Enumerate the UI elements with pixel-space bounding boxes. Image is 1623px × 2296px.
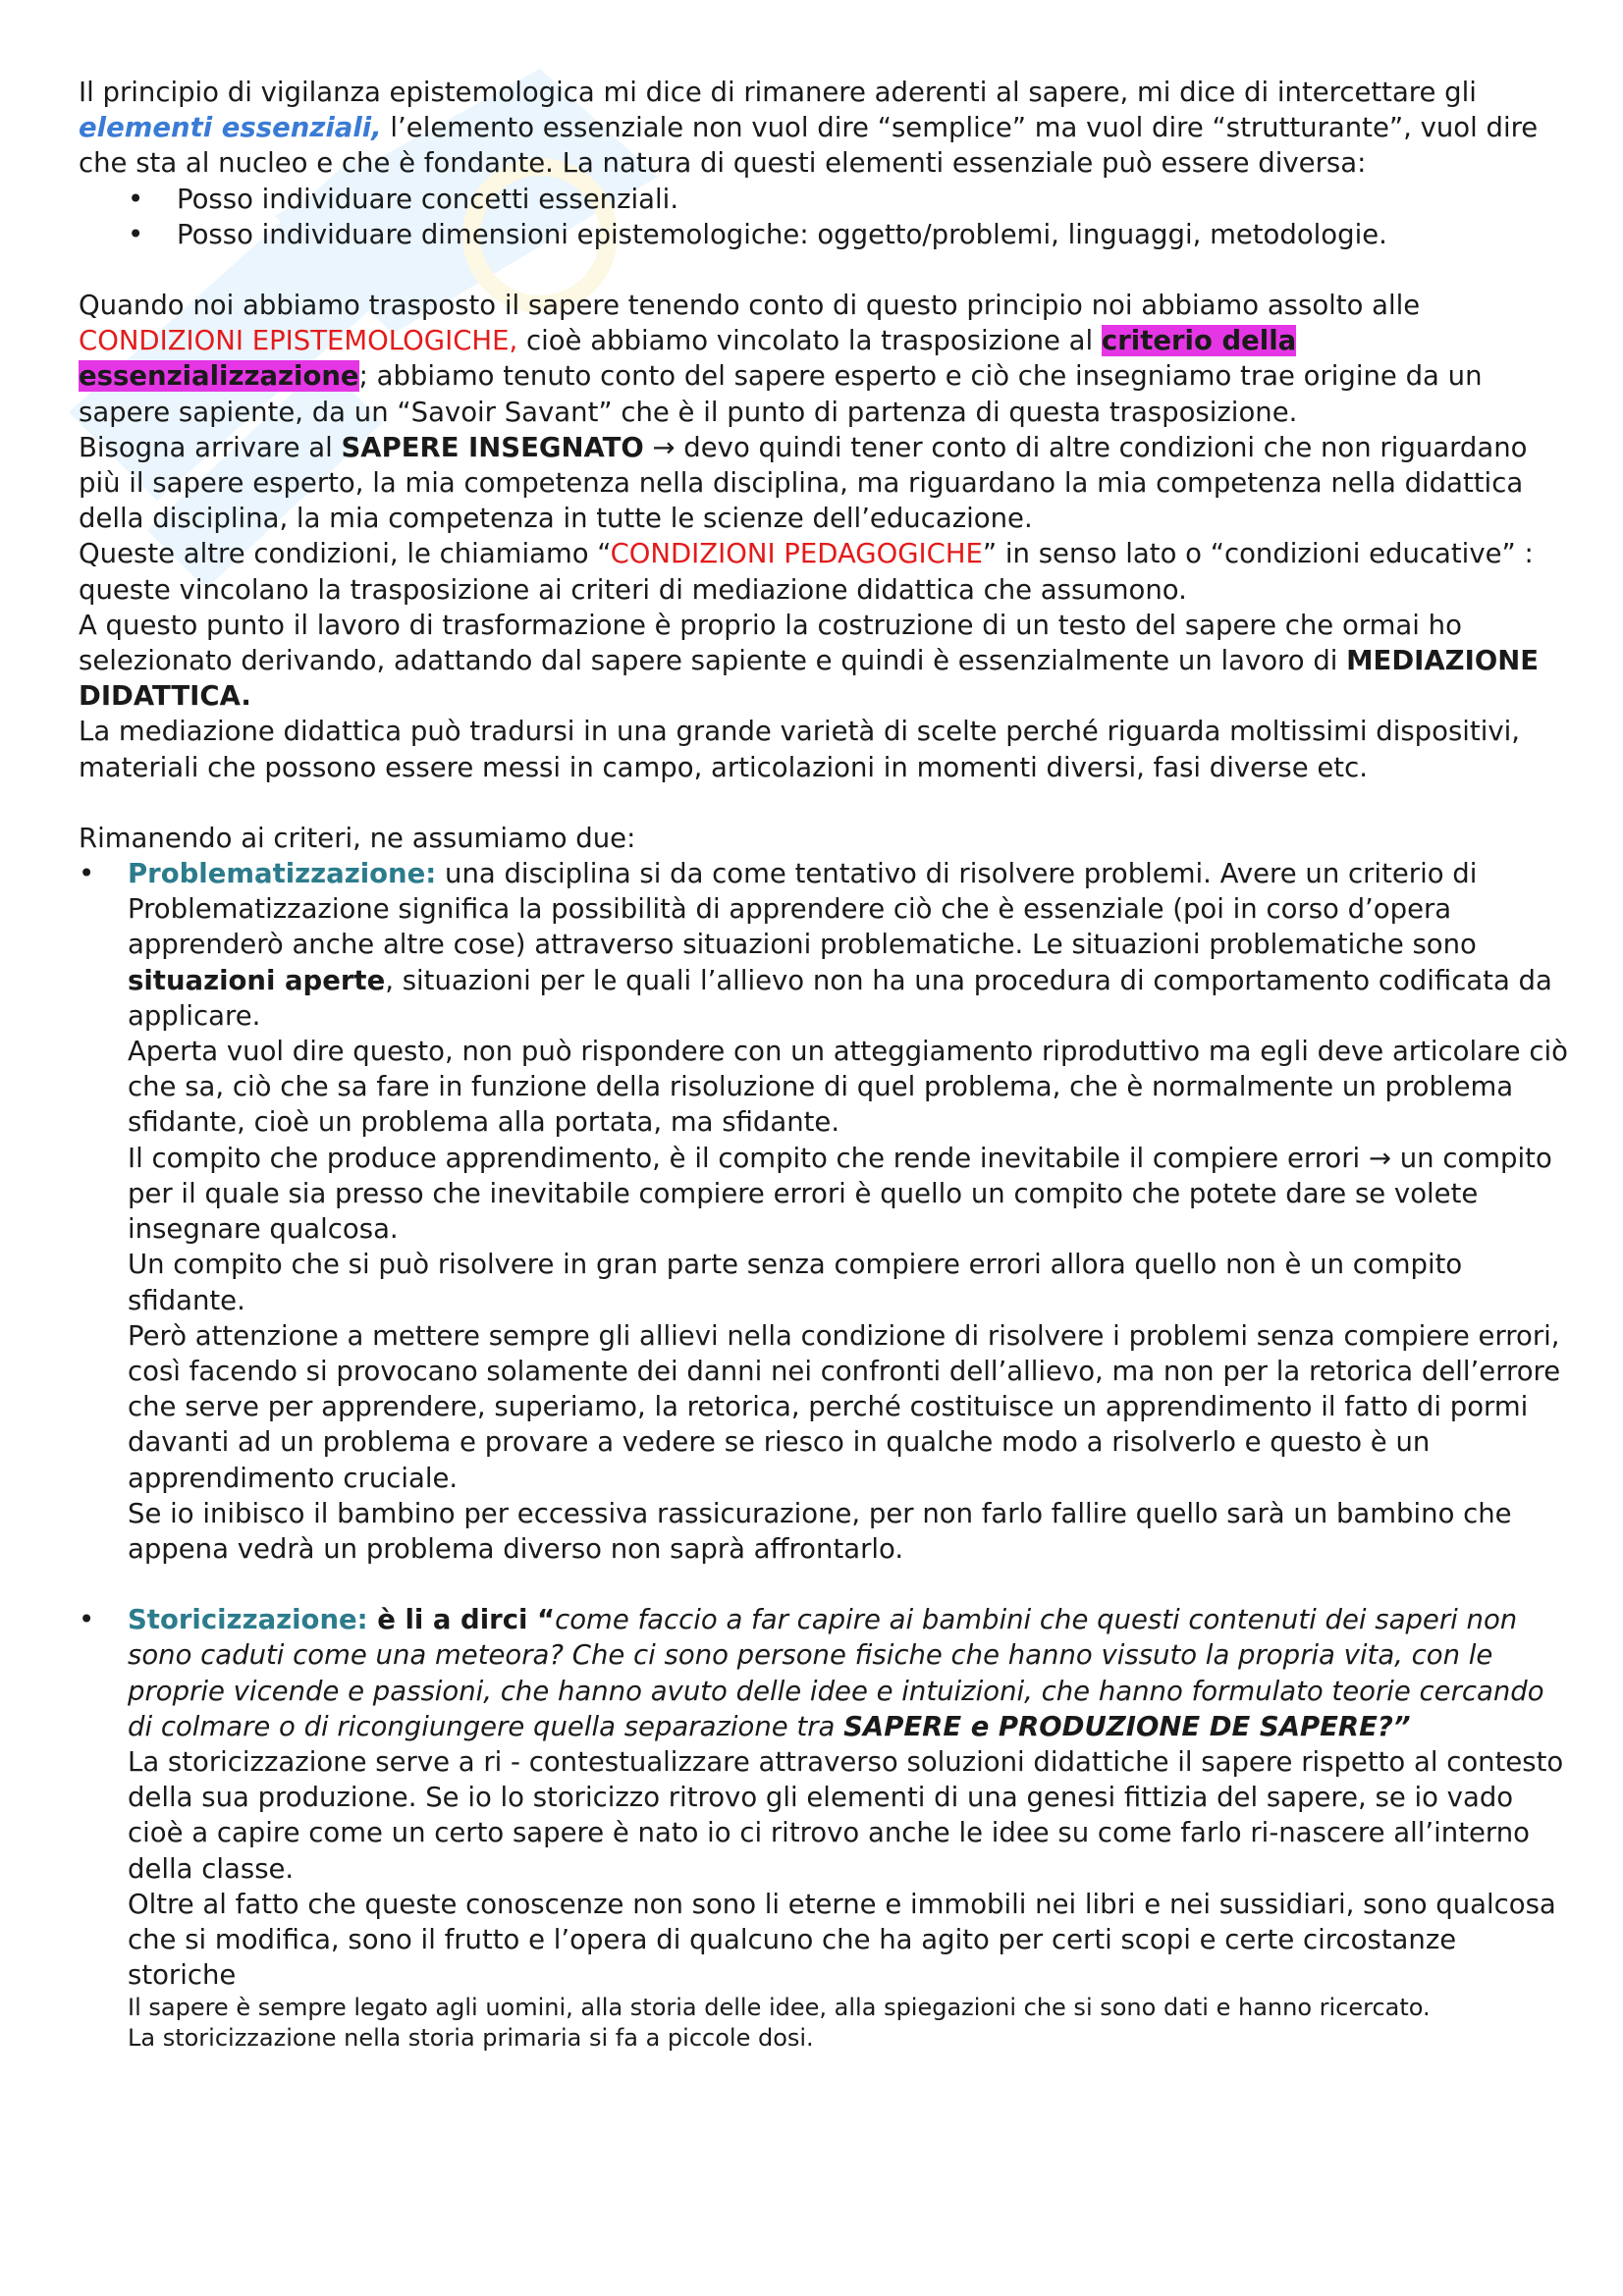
- essential-elements-list: [79, 182, 1571, 252]
- arrow-icon: →: [1368, 1142, 1391, 1174]
- mediation-variety-paragraph: La mediazione didattica può tradursi in una grande varietà di scelte perché riguarda moltissimi dispositivi, materiali che possono essere messi in campo, articolazioni in momenti diversi, fasi diverse etc.: [79, 716, 1520, 783]
- highlight-elementi-essenziali: elementi essenziali,: [79, 112, 382, 144]
- criteria-intro: Rimanendo ai criteri, ne assumiamo due:: [79, 822, 636, 854]
- bullet-icon: •: [79, 858, 95, 890]
- document-body: [79, 75, 1571, 2054]
- red-term: CONDIZIONI PEDAGOGICHE: [610, 538, 983, 570]
- epistemological-paragraph: Quando noi abbiamo trasposto il sapere tenendo conto di questo principio noi abbiamo assolto alle CONDIZIONI EPISTEMOLOGICHE, cioè abbiamo vincolato la trasposizione al criterio della essenzializzazione; abbiamo tenuto conto del sapere esperto e ciò che insegniamo trae origine da un sapere sapiente, da un “Savoir Savant” che è il punto di partenza di questa trasposizione.: [79, 290, 1483, 428]
- criterion-problematizzazione: • Problematizzazione: una disciplina si da come tentativo di risolvere problemi. Avere un criterio di Problematizzazione significa la possibilità di apprendere ciò che è essenziale (poi in corso d’opera apprenderò anche altre cose) attraverso situazioni problematiche. Le situazioni problematiche sono situazioni aperte, situazioni per le quali l’allievo non ha una procedura di comportamento codificata da applicare. Aperta vuol dire questo, non può rispondere con un atteggiamento riproduttivo ma egli deve articolare ciò che sa, ciò che sa fare in funzione della risoluzione di quel problema, che è normalmente un problema sfidante, cioè un problema alla portata, ma sfidante. Il compito che produce apprendimento, è il compito che rende inevitabile il compiere errori → un compito per il quale sia presso che inevitabile compiere errori è quello un compito che potete dare se volete insegnare qualcosa. Un compito che si può risolvere in gran parte senza compiere errori allora quello non è un compito sfidante. Però attenzione a mettere sempre gli allievi nella condizione di risolvere i problemi senza compiere errori, così facendo si provocano solamente dei danni nei confronti dell’allievo, ma non per la retorica dell’errore che serve per apprendere, superiamo, la retorica, perché costituisce un apprendimento il fatto di pormi davanti ad un problema e provare a vedere se riesco in qualche modo a risolverlo e questo è un apprendimento cruciale. Se io inibisco il bambino per eccessiva rassicurazione, per non farlo fallire quello sarà un bambino che appena vedrà un problema diverso non saprà affrontarlo.: [79, 858, 1568, 1565]
- pedagogical-paragraph: Queste altre condizioni, le chiamiamo “CONDIZIONI PEDAGOGICHE” in senso lato o “condizioni educative” : queste vincolano la trasposizione ai criteri di mediazione didattica che assumono.: [79, 538, 1534, 606]
- sapere-insegnato-paragraph: Bisogna arrivare al SAPERE INSEGNATO → devo quindi tener conto di altre condizioni che non riguardano più il sapere esperto, la mia competenza nella disciplina, ma riguardano la mia competenza nella didattica della disciplina, la mia competenza in tutte le scienze dell’educazione.: [79, 431, 1528, 535]
- mediation-paragraph: A questo punto il lavoro di trasformazione è proprio la costruzione di un testo del sapere che ormai ho selezionato derivando, adattando dal sapere sapiente e quindi è essenzialmente un lavoro di MEDIAZIONE DIDATTICA.: [79, 609, 1540, 713]
- criterion-label: Problematizzazione:: [128, 858, 437, 890]
- bullet-icon: •: [79, 1604, 95, 1636]
- criterion-storicizzazione: • Storicizzazione: è li a dirci “come faccio a far capire ai bambini che questi contenuti dei saperi non sono caduti come una meteora? Che ci sono persone fisiche che hanno vissuto la propria vita, con le proprie vicende e passioni, che hanno avuto delle idee e intuizioni, che hanno formulato teorie cercando di colmare o di ricongiungere quella separazione tra SAPERE e PRODUZIONE DE SAPERE?” La storicizzazione serve a ri - contestualizzare attraverso soluzioni didattiche il sapere rispetto al contesto della sua produzione. Se io lo storicizzo ritrovo gli elementi di una genesi fittizia del sapere, se io vado cioè a capire come un certo sapere è nato io ci ritrovo anche le idee su come farlo ri-nascere all’interno della classe. Oltre al fatto che queste conoscenze non sono li eterne e immobili nei libri e nei sussidiari, sono qualcosa che si modifica, sono il frutto e l’opera di qualcuno che ha agito per certi scopi e certe circostanze storiche Il sapere è sempre legato agli uomini, alla storia delle idee, alla spiegazioni che si sono dati e hanno ricercato. La storicizzazione nella storia primaria si fa a piccole dosi.: [79, 1604, 1564, 2053]
- magenta-highlight: criterio della essenzializzazione: [79, 325, 1297, 393]
- red-term: CONDIZIONI EPISTEMOLOGICHE,: [79, 325, 518, 357]
- intro-paragraph: Il principio di vigilanza epistemologica mi dice di rimanere aderenti al sapere, mi dice di intercettare gli elementi essenziali, l’elemento essenziale non vuol dire “semplice” ma vuol dire “strutturante”, vuol dire che sta al nucleo e che è fondante. La natura di questi elementi essenziale può essere diversa:: [79, 77, 1539, 180]
- arrow-icon: →: [643, 431, 684, 463]
- criterion-label: Storicizzazione:: [128, 1604, 368, 1636]
- list-item: • Posso individuare concetti essenziali.: [177, 182, 1571, 217]
- list-item: • Posso individuare dimensioni epistemologiche: oggetto/problemi, linguaggi, metodologie.: [177, 217, 1571, 252]
